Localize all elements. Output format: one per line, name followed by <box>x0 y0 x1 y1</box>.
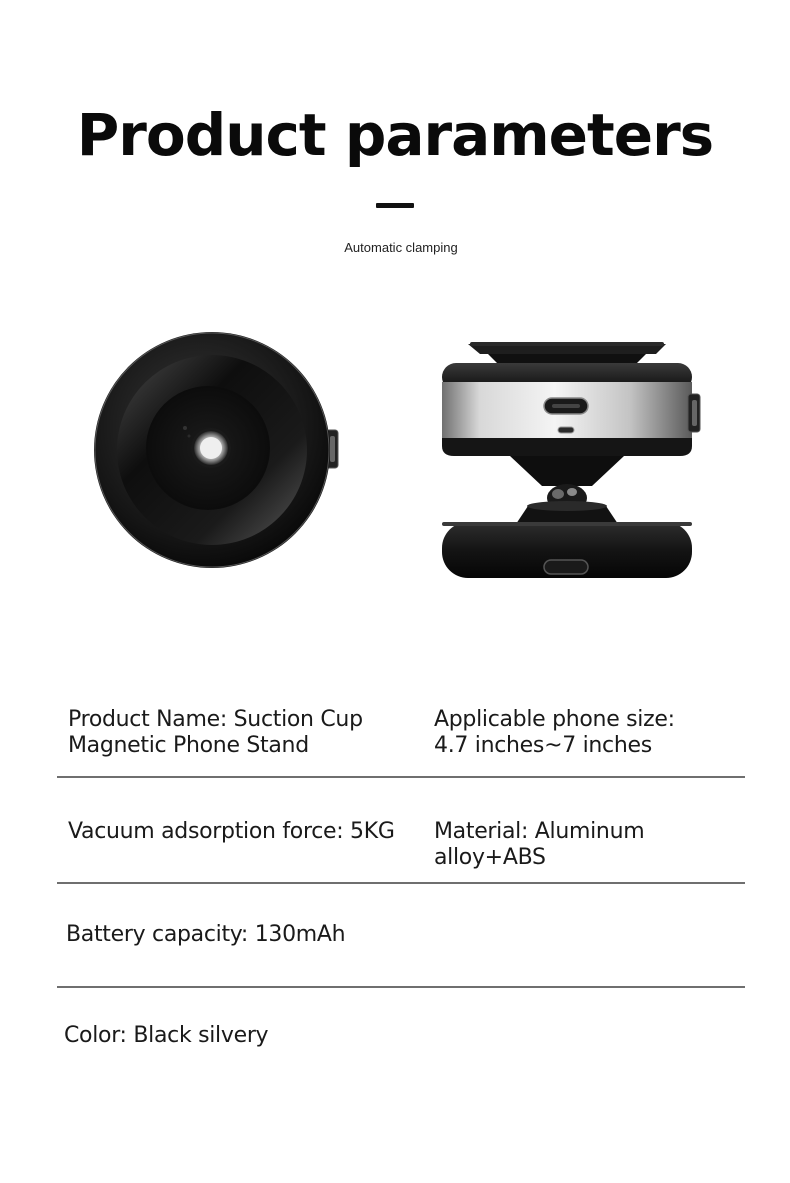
title-underline <box>376 203 414 208</box>
spec-material-line2: alloy+ABS <box>434 845 546 870</box>
spec-product-name-line2: Magnetic Phone Stand <box>68 733 309 758</box>
spec-phone-size-line1: Applicable phone size: <box>434 707 675 732</box>
row-divider-3 <box>57 986 745 988</box>
spec-product-name-line1: Product Name: Suction Cup <box>68 707 363 732</box>
spec-color: Color: Black silvery <box>64 1023 269 1048</box>
row-divider-2 <box>57 882 745 884</box>
suction-cup-top-view-icon <box>90 328 350 573</box>
page-subtitle: Automatic clamping <box>344 240 458 255</box>
row-divider-1 <box>57 776 745 778</box>
magnetic-stand-side-view-icon <box>440 338 705 583</box>
page-title: Product parameters <box>76 101 714 169</box>
spec-vacuum-force: Vacuum adsorption force: 5KG <box>68 819 395 844</box>
spec-phone-size-line2: 4.7 inches~7 inches <box>434 733 652 758</box>
spec-material-line1: Material: Aluminum <box>434 819 645 844</box>
spec-battery: Battery capacity: 130mAh <box>66 922 346 947</box>
